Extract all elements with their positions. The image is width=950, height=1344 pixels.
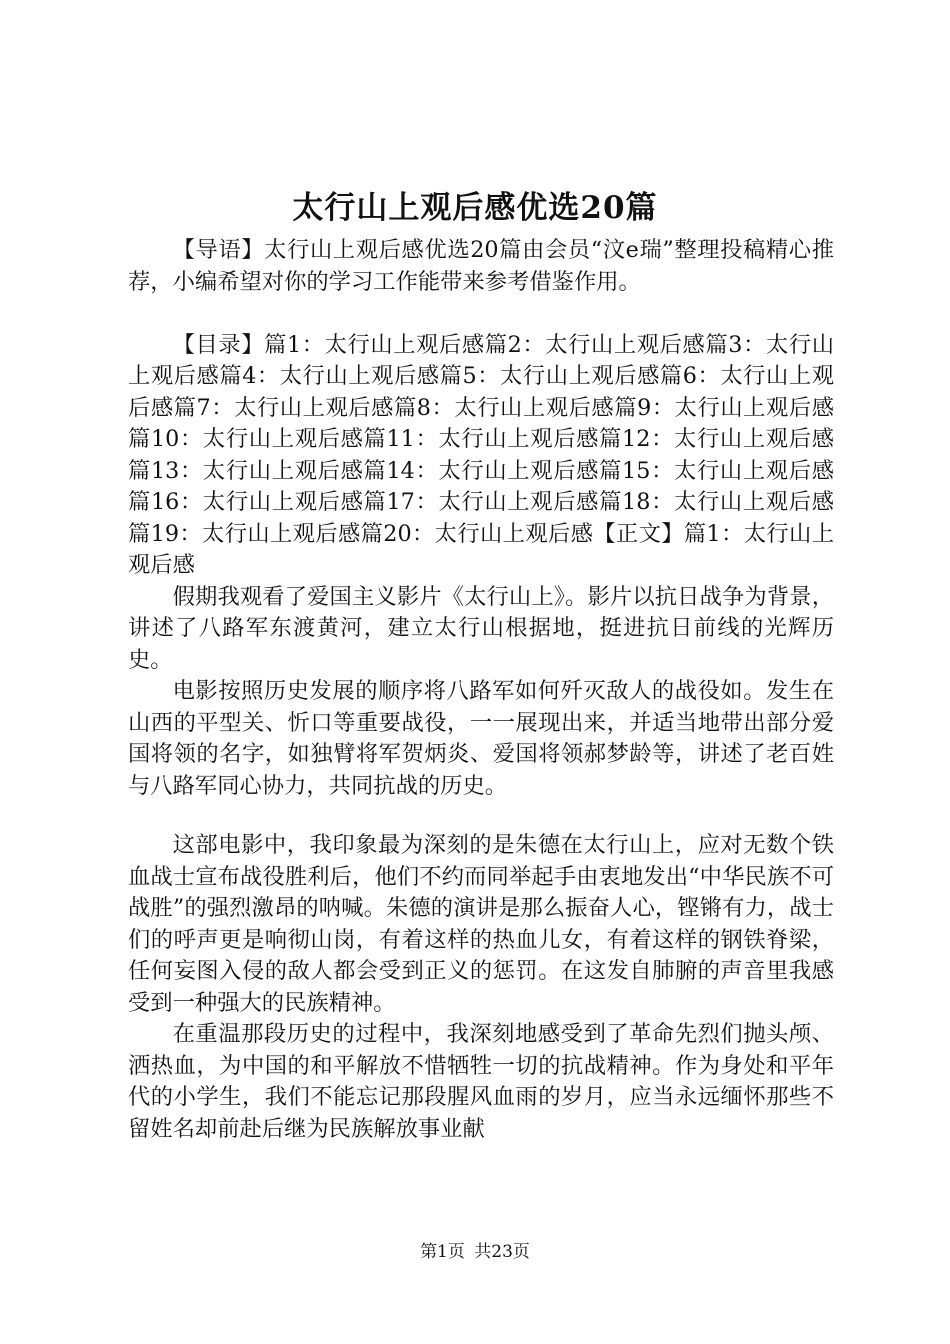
body-paragraph-4: 在重温那段历史的过程中，我深刻地感受到了革命先烈们抛头颅、洒热血，为中国的和平解放不惜牺牲一切的抗战精神。作为身处和平年代的小学生，我们不能忘记那段腥风血雨的岁月，应当永远缅怀那些不留姓名却前赴后继为民族解放事业献	[128, 1021, 834, 1142]
body-paragraph-1: 假期我观看了爱国主义影片《太行山上》。影片以抗日战争为背景，讲述了八路军东渡黄河，建立太行山根据地，挺进抗日前线的光辉历史。	[128, 583, 834, 673]
body-paragraph-3: 这部电影中，我印象最为深刻的是朱德在太行山上，应对无数个铁血战士宣布战役胜利后，他们不约而同举起手由衷地发出“中华民族不可战胜”的强烈激昂的呐喊。朱德的演讲是那么振奋人心，铿锵有力，战士们的呼声更是响彻山岗，有着这样的热血儿女，有着这样的钢铁脊梁，任何妄图入侵的敌人都会受到正义的惩罚。在这发自肺腑的声音里我感受到一种强大的民族精神。	[128, 832, 834, 1016]
document-title: 太行山上观后感优选20篇	[292, 190, 658, 226]
page-total: 共23页	[474, 1242, 530, 1262]
body-paragraph-2: 电影按照历史发展的顺序将八路军如何歼灭敌人的战役如。发生在山西的平型关、忻口等重要战役，一一展现出来，并适当地带出部分爱国将领的名字，如独臂将军贺炳炎、爱国将领郝梦龄等，讲述了老百姓与八路军同心协力，共同抗战的历史。	[128, 678, 834, 799]
page-number: 第1页	[420, 1242, 465, 1262]
page-footer	[0, 1240, 950, 1264]
intro-paragraph: 【导语】太行山上观后感优选20篇由会员“汶e瑞”整理投稿精心推荐，小编希望对你的学习工作能带来参考借鉴作用。	[128, 237, 834, 295]
document-body	[128, 235, 834, 1145]
toc-paragraph: 【目录】篇1：太行山上观后感篇2：太行山上观后感篇3：太行山上观后感篇4：太行山上观后感篇5：太行山上观后感篇6：太行山上观后感篇7：太行山上观后感篇8：太行山上观后感篇9：太行山上观后感篇10：太行山上观后感篇11：太行山上观后感篇12：太行山上观后感篇13：太行山上观后感篇14：太行山上观后感篇15：太行山上观后感篇16：太行山上观后感篇17：太行山上观后感篇18：太行山上观后感篇19：太行山上观后感篇20：太行山上观后感【正文】篇1：太行山上观后感	[128, 331, 834, 578]
